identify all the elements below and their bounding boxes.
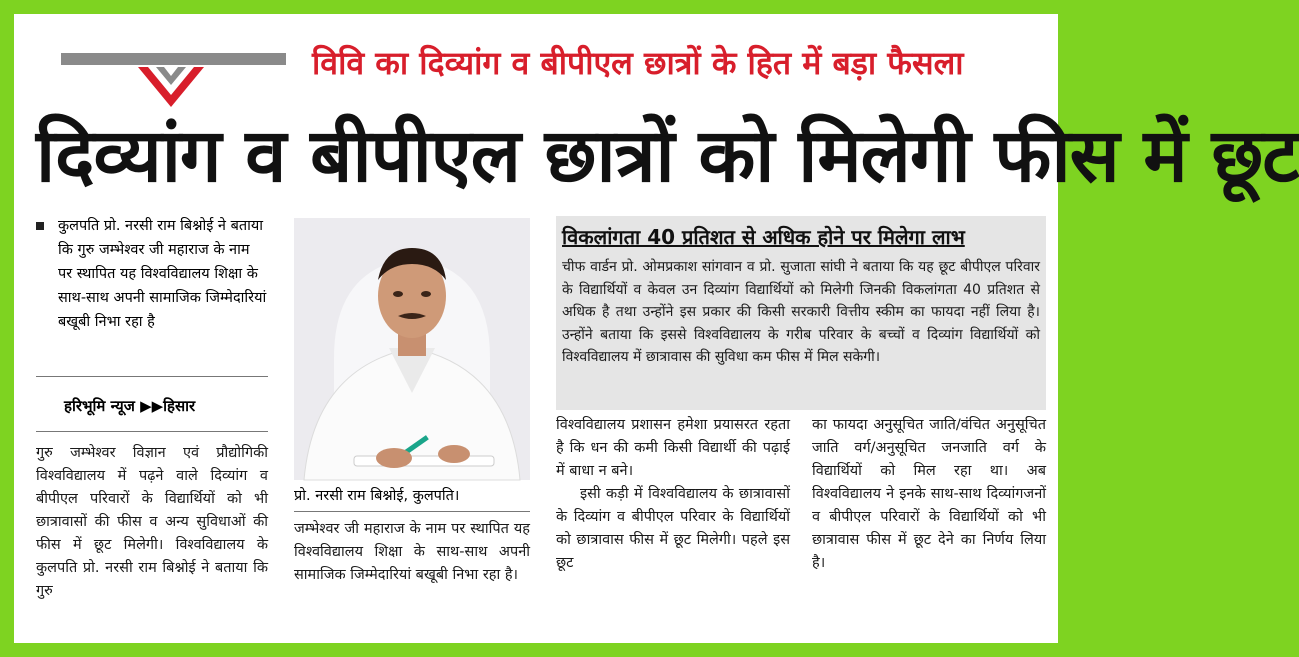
kicker-headline: विवि का दिव्यांग व बीपीएल छात्रों के हित में बड़ा फैसला	[312, 44, 964, 82]
newspaper-clipping	[14, 14, 1299, 643]
divider	[36, 431, 268, 432]
article-column-1: गुरु जम्भेश्वर विज्ञान एवं प्रौद्योगिकी विश्वविद्यालय में पढ़ने वाले दिव्यांग व बीपीएल परिवारों के विद्यार्थियों को भी छात्रावासों की फीस व अन्य सुविधाओं की फीस में छूट मिलेगी। विश्वविद्यालय के कुलपति प्रो. नरसी राम बिश्नोई ने बताया कि गुरु	[36, 445, 268, 599]
paragraph: इसी कड़ी में विश्वविद्यालय के छात्रावासों के दिव्यांग व बीपीएल परिवार के विद्यार्थियों को छात्रावास फीस में छूट मिलेगी। पहले इस छूट	[556, 486, 790, 571]
article-column-2: जम्भेश्वर जी महाराज के नाम पर स्थापित यह विश्वविद्यालय शिक्षा के साथ-साथ अपनी सामाजिक जिम्मेदारियां बखूबी निभा रहा है।	[294, 521, 530, 583]
lead-text: कुलपति प्रो. नरसी राम बिश्नोई ने बताया कि गुरु जम्भेश्वर जी महाराज के नाम पर स्थापित यह विश्वविद्यालय शिक्षा के साथ-साथ अपनी सामाजिक जिम्मेदारियां बखूबी निभा रहा है	[58, 218, 267, 330]
byline: हरिभूमि न्यूज ▶▶हिसार	[64, 397, 196, 415]
divider	[294, 511, 530, 512]
box-title: विकलांगता 40 प्रतिशत से अधिक होने पर मिलेगा लाभ	[562, 225, 965, 249]
lead-summary	[36, 214, 268, 374]
highlight-box	[556, 216, 1046, 410]
box-body: चीफ वार्डन प्रो. ओमप्रकाश सांगवान व प्रो. सुजाता सांघी ने बताया कि यह छूट बीपीएल परिवार के विद्यार्थियों व केवल उन दिव्यांग विद्यार्थियों को मिलेगी जिनकी विकलांगता 40 प्रतिशत से अधिक है तथा उन्होंने इस प्रकार की किसी सरकारी वित्तीय स्कीम का फायदा नहीं लिया है। उन्होंने बताया कि इससे विश्वविद्यालय के गरीब परिवार के बच्चों व दिव्यांग विद्यार्थियों को विश्वविद्यालय में छात्रावास की सुविधा कम फीस में मिल सकेगी।	[562, 259, 1040, 365]
decorative-rule	[61, 53, 286, 65]
article-column-3	[556, 414, 790, 638]
article-column-4: का फायदा अनुसूचित जाति/वंचित अनुसूचित जाति वर्ग/अनुसूचित जनजाति वर्ग के विद्यार्थियों को मिल रहा था। अब विश्वविद्यालय ने इनके साथ-साथ दिव्यांगजनों व बीपीएल परिवारों के विद्यार्थियों को भी छात्रावास फीस में छूट देने का निर्णय लिया है।	[812, 417, 1046, 571]
chevron-down-icon	[138, 67, 204, 107]
vice-chancellor-photo	[294, 218, 530, 480]
divider	[36, 376, 268, 377]
bullet-icon	[36, 222, 44, 230]
paragraph: विश्वविद्यालय प्रशासन हमेशा प्रयासरत रहता है कि धन की कमी किसी विद्यार्थी की पढ़ाई में बाधा न बने।	[556, 417, 790, 479]
main-headline: दिव्यांग व बीपीएल छात्रों को मिलेगी फीस में छूट	[36, 113, 1299, 199]
photo-caption: प्रो. नरसी राम बिश्नोई, कुलपति।	[294, 488, 460, 504]
